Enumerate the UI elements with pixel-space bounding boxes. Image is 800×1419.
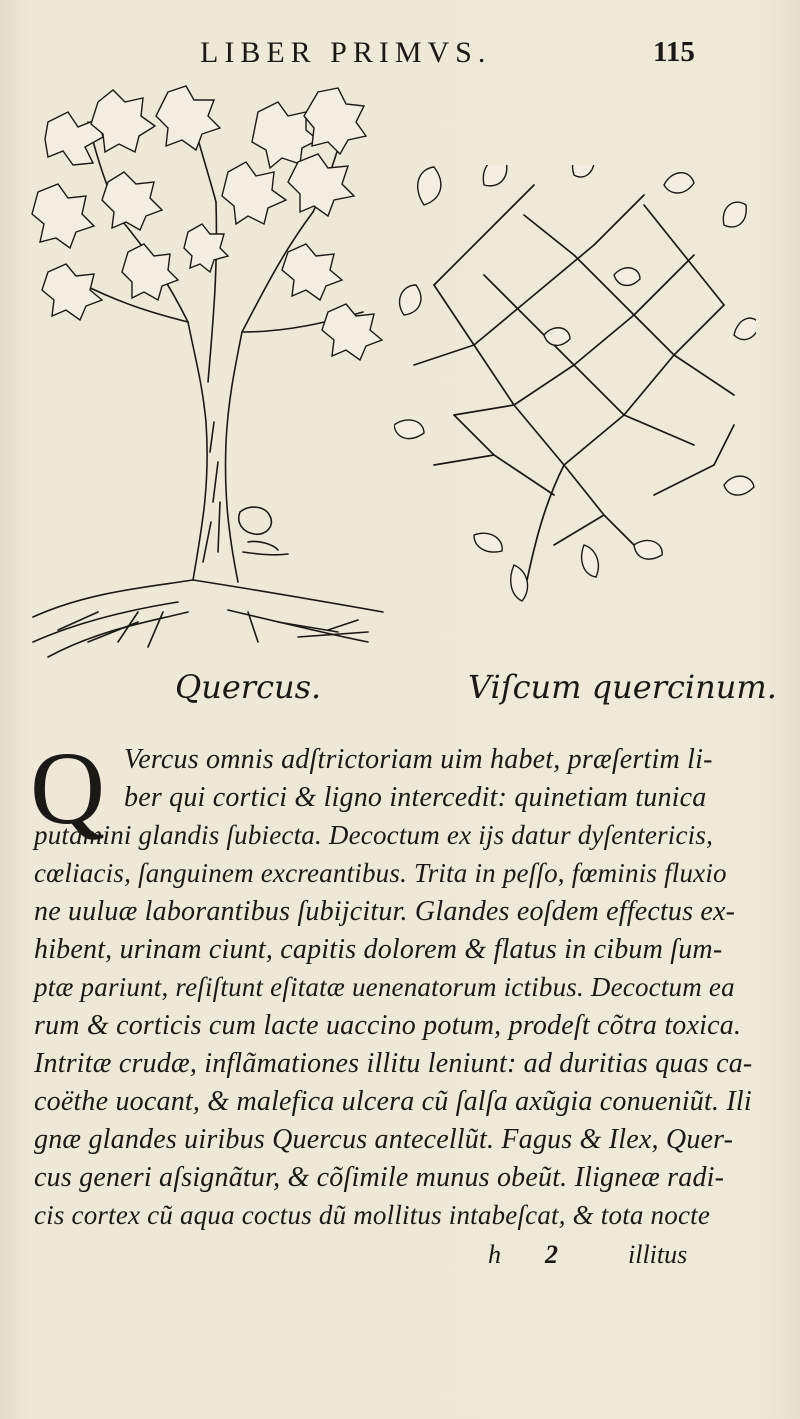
text-line: putamini glandis ſubiecta. Decoctum ex ijs datur dyſentericis, (34, 820, 714, 850)
text-line: coëthe uocant, & malefica ulcera cũ ſalſa axũgia conueniũt. Ili (34, 1086, 752, 1117)
signature-mark: h (488, 1240, 501, 1269)
text-line: gnæ glandes uiribus Quercus antecellũt. Fagus & Ilex, Quer- (34, 1124, 734, 1155)
page-number: 115 (653, 36, 695, 68)
text-line: Vercus omnis adſtrictoriam uim habet, præſertim li- (124, 744, 713, 775)
text-line: ber qui cortici & ligno intercedit: quinetiam tunica (124, 782, 707, 813)
caption-viscum: Viſcum quercinum. (468, 668, 777, 706)
text-line: Intritæ crudæ, inflãmationes illitu leniunt: ad duritias quas ca- (34, 1048, 753, 1079)
text-line: cis cortex cũ aqua coctus dũ mollitus intabeſcat, & tota nocte (34, 1200, 711, 1230)
caption-quercus: Quercus. (175, 668, 322, 706)
mistletoe-woodcut-icon (394, 165, 756, 605)
text-line: cus generi aſsignãtur, & cõſimile munus obeũt. Iligneæ radi- (34, 1162, 725, 1193)
catchword: illitus (628, 1240, 688, 1269)
oak-tree-woodcut-icon (28, 82, 390, 662)
text-line: hibent, urinam ciunt, capitis dolorem & flatus in cibum ſum- (34, 934, 723, 965)
running-head: LIBER PRIMVS. (200, 36, 492, 69)
drop-cap-initial: Q (30, 731, 106, 846)
text-line: ptæ pariunt, reſiſtunt eſitatæ uenenatorum ictibus. Decoctum ea (34, 972, 735, 1002)
text-line: ne uuluæ laborantibus ſubijcitur. Glandes eoſdem effectus ex- (34, 896, 736, 927)
text-line: rum & corticis cum lacte uaccino potum, prodeſt cõtra toxica. (34, 1010, 742, 1041)
signature-number: 2 (545, 1240, 558, 1269)
text-line: cœliacis, ſanguinem excreantibus. Trita in peſſo, fœminis fluxio (34, 858, 727, 888)
